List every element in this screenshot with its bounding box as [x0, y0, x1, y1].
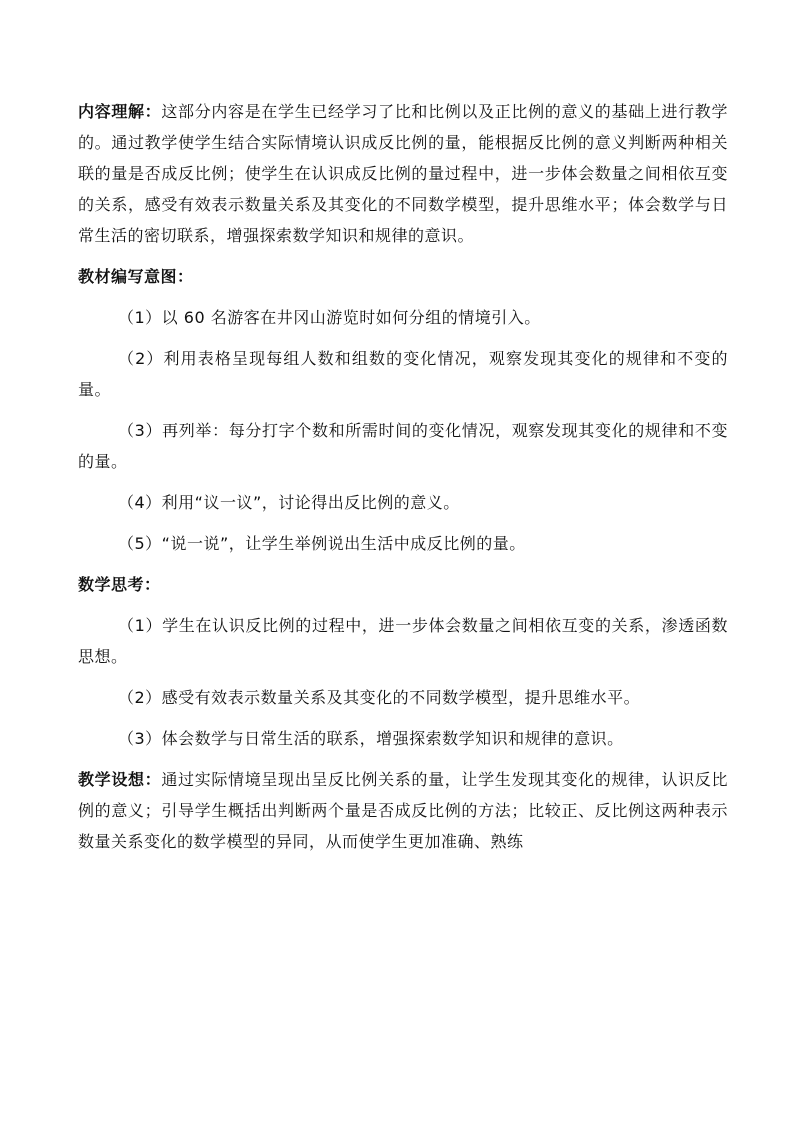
- teaching-plan-text: 通过实际情境呈现出呈反比例关系的量，让学生发现其变化的规律，认识反比例的意义；引导学生概括出判断两个量是否成反比例的方法；比较正、反比例这两种表示数量关系变化的数学模型的异同，从而使学生更加准确、熟练: [78, 770, 728, 851]
- content-understanding-text: 这部分内容是在学生已经学习了比和比例以及正比例的意义的基础上进行教学的。通过教学使学生结合实际情境认识成反比例的量，能根据反比例的意义判断两种相关联的量是否成反比例；使学生在认识成反比例的量过程中，进一步体会数量之间相依互变的关系，感受有效表示数量关系及其变化的不同数学模型，提升思维水平；体会数学与日常生活的密切联系，增强探索数学知识和规律的意识。: [78, 102, 728, 245]
- textbook-intent-item: （4）利用“议一议”，讨论得出反比例的意义。: [118, 493, 460, 512]
- textbook-intent-item: （3）再列举：每分打字个数和所需时间的变化情况，观察发现其变化的规律和不变的量。: [78, 421, 728, 471]
- content-understanding-heading: 内容理解：: [78, 102, 162, 121]
- textbook-intent-item: （1）以 60 名游客在井冈山游览时如何分组的情境引入。: [118, 308, 541, 327]
- textbook-intent-heading: 教材编写意图：: [78, 267, 194, 286]
- math-thinking-heading: 数学思考：: [78, 575, 161, 594]
- math-thinking-item: （2）感受有效表示数量关系及其变化的不同数学模型，提升思维水平。: [118, 688, 641, 707]
- textbook-intent-item: （2）利用表格呈现每组人数和组数的变化情况，观察发现其变化的规律和不变的量。: [78, 349, 728, 399]
- teaching-plan-heading: 教学设想：: [78, 770, 162, 789]
- teaching-plan-paragraph: [78, 764, 728, 857]
- math-thinking-item: （1）学生在认识反比例的过程中，进一步体会数量之间相依互变的关系，渗透函数思想。: [78, 616, 728, 666]
- math-thinking-item: （3）体会数学与日常生活的联系，增强探索数学知识和规律的意识。: [118, 729, 624, 748]
- document-page: [78, 96, 728, 867]
- content-understanding-paragraph: [78, 96, 728, 251]
- textbook-intent-item: （5）“说一说”，让学生举例说出生活中成反比例的量。: [118, 534, 526, 553]
